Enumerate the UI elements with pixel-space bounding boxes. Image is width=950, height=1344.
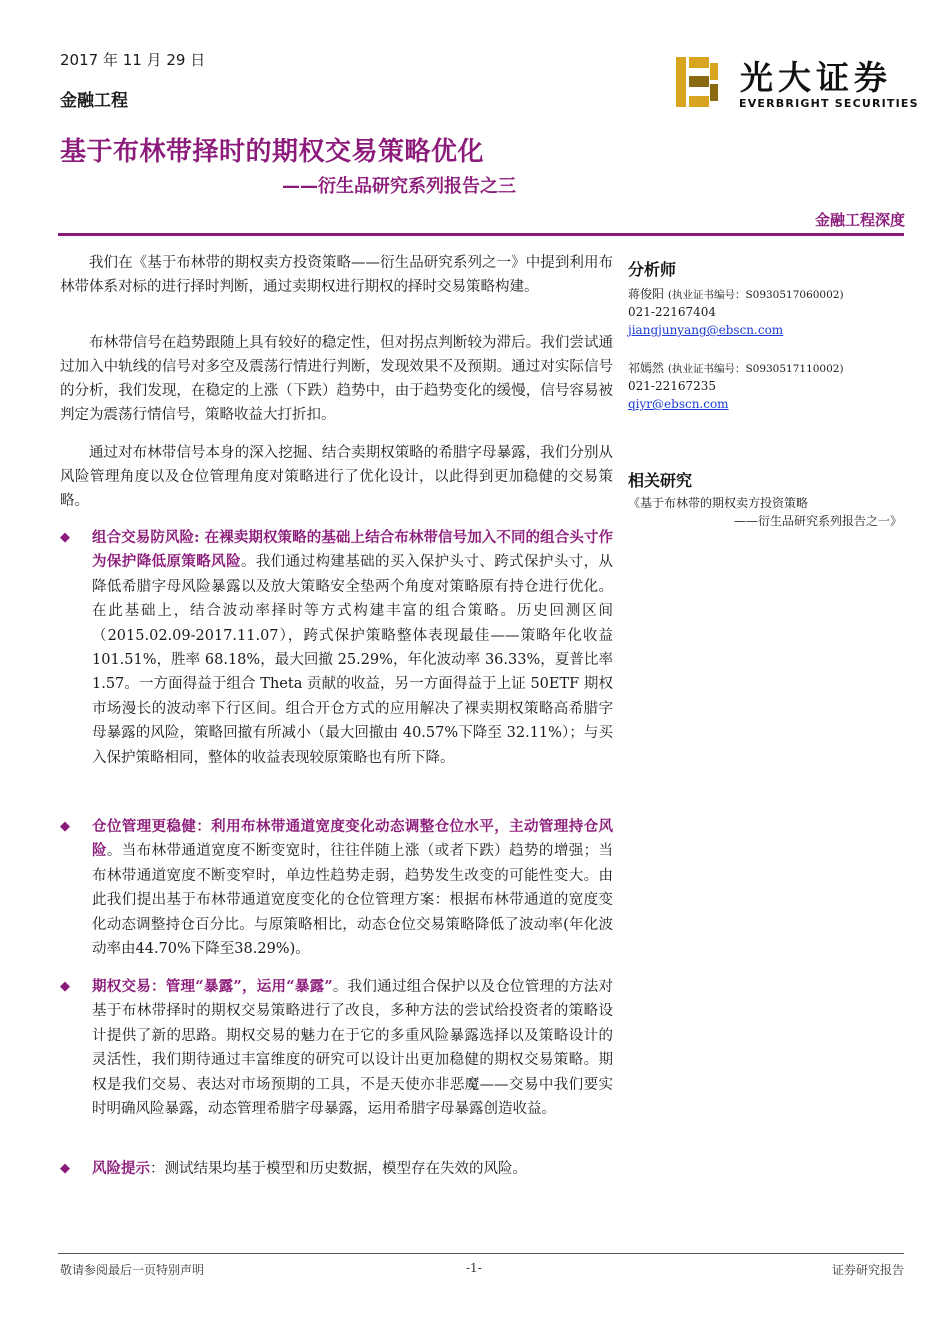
- page-subtitle: ——衍生品研究系列报告之三: [282, 176, 516, 197]
- company-logo-english: EVERBRIGHT SECURITIES: [739, 97, 919, 110]
- section-label: 金融工程: [60, 91, 128, 111]
- diamond-bullet-icon: ◆: [60, 530, 70, 545]
- diamond-bullet-icon: ◆: [60, 819, 70, 834]
- analyst-name: 蒋俊阳: [628, 287, 665, 301]
- intro-paragraph-1: 我们在《基于布林带的期权卖方投资策略——衍生品研究系列之一》中提到利用布林带体系对标的进行择时判断，通过卖期权进行期权的择时交易策略构建。: [60, 255, 613, 295]
- related-research-heading: 相关研究: [628, 471, 693, 490]
- footer-divider: [58, 1253, 904, 1254]
- analyst-email-link[interactable]: qiyr@ebscn.com: [628, 397, 729, 411]
- bullet-body: 。当布林带通道宽度不断变宽时，往往伴随上涨（或者下跌）趋势的增强；当布林带通道宽度不断变窄时，单边性趋势走弱，趋势发生改变的可能性变大。由此我们提出基于布林带通道宽度变化的仓位管理方案：根据布林带通道的宽度变化动态调整持仓百分比。与原策略相比，动态仓位交易策略降低了波动率(年化波动率由44.70%下降至38.29%)。: [92, 843, 614, 958]
- diamond-bullet-icon: ◆: [60, 1161, 70, 1176]
- page-number: -1-: [466, 1261, 482, 1275]
- bullet-heading: 风险提示: [92, 1160, 150, 1177]
- bullet-body: 。我们通过组合保护以及仓位管理的方法对基于布林带择时的期权交易策略进行了改良，多种方法的尝试给投资者的策略设计提供了新的思路。期权交易的魅力在于它的多重风险暴露选择以及策略设计的灵活性，我们期待通过丰富维度的研究可以设计出更加稳健的期权交易策略。期权是我们交易、表达对市场预期的工具，不是天使亦非恶魔——交易中我们要实时明确风险暴露，动态管理希腊字母暴露，运用希腊字母暴露创造收益。: [92, 979, 613, 1118]
- bullet-heading: 期权交易：管理“暴露”，运用“暴露”: [92, 978, 333, 995]
- analyst-1: [628, 285, 844, 304]
- analyst-cert: (执业证书编号：S0930517060002): [667, 289, 844, 301]
- report-date: 2017 年 11 月 29 日: [60, 51, 206, 69]
- page-title: 基于布林带择时的期权交易策略优化: [60, 137, 485, 167]
- bullet-body: 。我们通过构建基础的买入保护头寸、跨式保护头寸，从降低希腊字母风险暴露以及放大策略安全垫两个角度对策略原有持仓进行优化。在此基础上，结合波动率择时等方式构建丰富的组合策略。历史回测区间（2015.02.09-2017.11.07），跨式保护策略整体表现最佳——策略年化收益 101.51%，胜率 68.18%，最大回撤 25.29%，年化波动率 36.33%，夏普比率 1.57。一方面得益于组合 Theta 贡献的收益，另一方面得益于上证 50ETF 期权市场漫长的波动率下行区间。组合开仓方式的应用解决了裸卖期权策略高希腊字母暴露的风险，策略回撤有所减小（最大回撤由 40.57%下降至 32.11%）；与买入保护策略相同，整体的收益表现较原策略也有所下降。: [92, 554, 614, 766]
- analyst-2: [628, 359, 844, 378]
- bullet-combination-trading: [60, 526, 613, 770]
- intro-paragraph-2: 布林带信号在趋势跟随上具有较好的稳定性，但对拐点判断较为滞后。我们尝试通过加入中轨线的信号对多空及震荡行情进行判断，发现效果不及预期。通过对实际信号的分析，我们发现，在稳定的上涨（下跌）趋势中，由于趋势变化的缓慢，信号容易被判定为震荡行情信号，策略收益大打折扣。: [60, 335, 613, 423]
- footer-report-type: 证券研究报告: [831, 1263, 904, 1277]
- analyst-phone: 021-22167404: [628, 305, 717, 319]
- analyst-phone: 021-22167235: [628, 379, 717, 393]
- footer-disclaimer: 敬请参阅最后一页特别声明: [60, 1263, 205, 1277]
- related-subtitle-line: ——衍生品研究系列报告之一》: [733, 514, 902, 528]
- analyst-cert: (执业证书编号：S0930517110002): [667, 363, 844, 375]
- related-research-item[interactable]: [628, 494, 902, 530]
- diamond-bullet-icon: ◆: [60, 979, 70, 994]
- bullet-heading: 组合交易防风险: 在裸卖期权策略的基础上结合布林带信号加入不同的组合头寸作为保护降低原策略风险: [92, 529, 613, 571]
- bullet-heading: 仓位管理更稳健：利用布林带通道宽度变化动态调整仓位水平，主动管理持仓风险: [92, 818, 613, 860]
- header-divider: [58, 233, 904, 236]
- company-logo-text: 光大证券: [740, 58, 892, 97]
- analyst-name: 祁嫣然: [628, 361, 665, 375]
- bullet-body: ：测试结果均基于模型和历史数据，模型存在失效的风险。: [150, 1161, 527, 1177]
- bullet-option-trading: [60, 975, 613, 1121]
- analyst-email-link[interactable]: jiangjunyang@ebscn.com: [628, 323, 784, 337]
- related-title-line: 《基于布林带的期权卖方投资策略: [628, 496, 809, 510]
- everbright-logo-icon: [676, 57, 718, 107]
- analyst-heading: 分析师: [628, 260, 677, 279]
- report-type-badge: 金融工程深度: [814, 211, 905, 229]
- intro-paragraph-3: 通过对布林带信号本身的深入挖掘、结合卖期权策略的希腊字母暴露，我们分别从风险管理角度以及仓位管理角度对策略进行了优化设计，以此得到更加稳健的交易策略。: [60, 445, 613, 509]
- bullet-risk-warning: [60, 1157, 613, 1181]
- bullet-position-management: [60, 815, 613, 961]
